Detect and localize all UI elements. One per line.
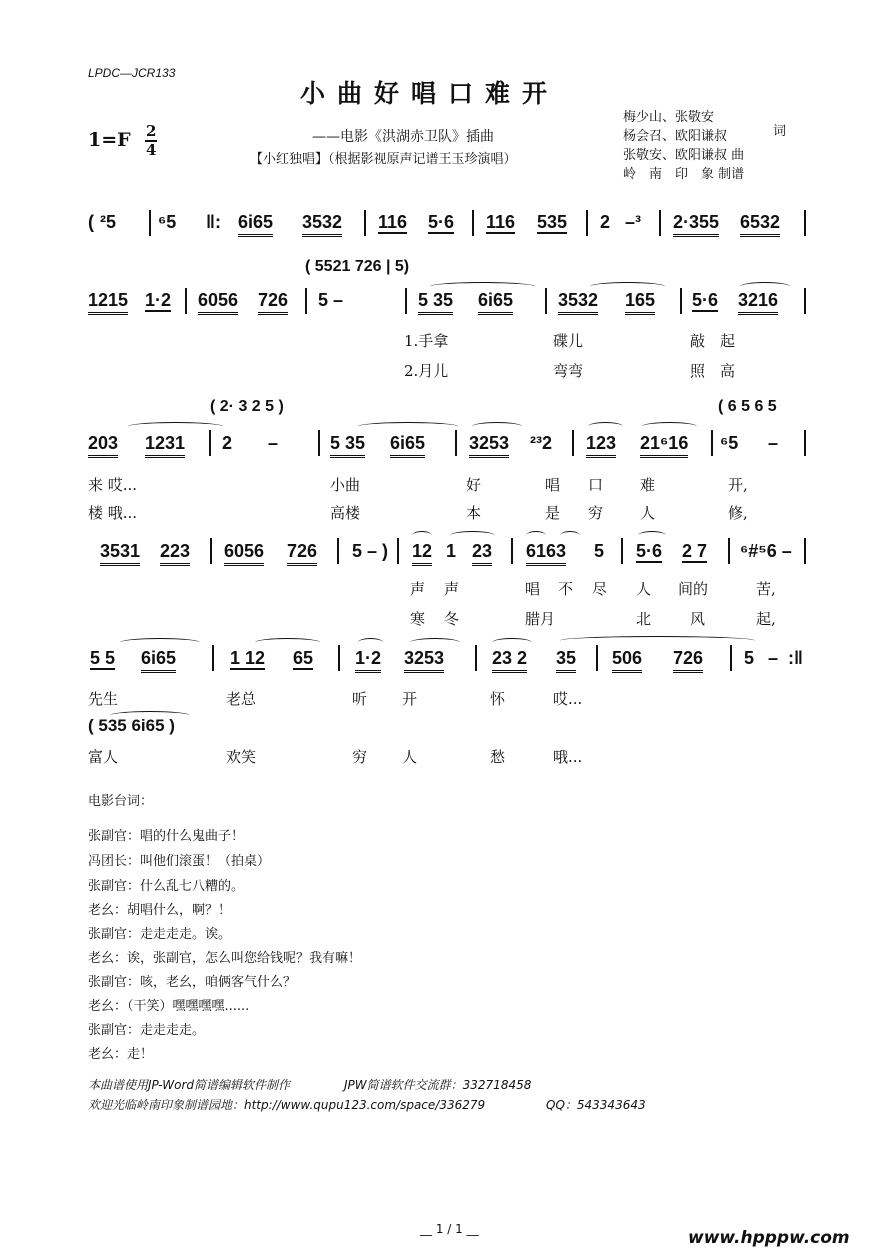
note-dash: – [268,433,279,453]
slur [110,711,190,720]
lyric: 高楼 [330,504,361,522]
bar-line [680,288,682,314]
time-signature [145,124,157,158]
note-group: 5 35 [330,433,365,458]
lyric: 穷 [588,504,604,522]
bar-line [711,430,713,456]
bar-line [621,538,623,564]
bar-line [804,430,806,456]
lyric-label: 词 [773,124,787,139]
lyric: 楼 哦... [88,504,138,522]
lyric: 腊月 [525,610,556,628]
bar-line [596,645,598,671]
lyric: 苦, [756,580,776,598]
lyric: 开, [728,476,748,494]
slur [410,638,460,647]
bar-line [730,645,732,671]
note-group: 65 [293,648,314,668]
lyric: 敲 起 [690,332,736,350]
note-group: 3253 [404,648,444,673]
note-group: 2·355 [673,212,719,237]
arranger: 岭 南 印 象 制谱 [623,167,745,182]
lyric: 人 [402,748,418,766]
dialog-line: 老幺：胡唱什么，啊？！ [88,903,232,918]
note-group: 506 [612,648,642,673]
subtitle: ——电影《洪湖赤卫队》插曲 [312,129,494,145]
note: 5 [744,648,755,668]
note-group: 1231 [145,433,185,458]
slur [412,531,432,540]
note-group: 535 [537,212,568,232]
note-group: 3253 [469,433,509,458]
bar-line [511,538,513,564]
slur [492,638,532,647]
lyric: 先生 [88,690,119,708]
lyric: 1.手拿 [404,332,449,350]
note-group: 35 [556,648,576,673]
note-grace-5: ²5 [100,212,117,232]
note-group: 3532 [302,212,342,237]
interlude-overlay: ( 2· 3 2 5 ) [210,398,284,415]
dialog-line: 老幺：诶，张副官，怎么叫您给钱呢？我有嘛！ [88,951,362,966]
bar-line [659,210,661,236]
note: 5 – ) [352,541,389,561]
slur [358,638,383,647]
note-dash: – [768,433,779,453]
note-dash: – [768,648,779,668]
repeat-start: ‖: [206,212,221,232]
bar-line [338,645,340,671]
note-group: 23 [472,541,492,566]
bar-line [475,645,477,671]
lyric: 不 [558,580,574,598]
lyric: 北 [636,610,652,628]
lyric: 哎... [553,690,583,708]
lyric: 人 [640,504,656,522]
slur [588,422,623,431]
note: 5 [594,541,605,561]
lyric: 照 高 [690,362,736,380]
lyric: 听 [352,690,368,708]
bar-line [405,288,407,314]
note: 1 [446,541,457,561]
key-signature [88,124,157,158]
time-top: 2 [146,122,157,140]
lyric: 本 [466,504,482,522]
repeat-end: :‖ [788,648,803,668]
composers: 张敬安、欧阳谦叔 曲 [623,148,745,163]
note-group: 3216 [738,290,778,315]
lyric: 难 [640,476,656,494]
footer-qq: QQ：543343643 [546,1098,646,1112]
note-group: 5 35 [418,290,453,315]
note-group: 726 [258,290,288,315]
dialog-line: 老幺：（干笑）嘿嘿嘿嘿...... [88,999,250,1014]
lyric: 开 [402,690,418,708]
lyric: 2.月儿 [404,362,449,380]
note: 5 – [318,290,344,310]
note-group: 23 2 [492,648,527,673]
note-group: 726 [673,648,703,673]
bar-line [337,538,339,564]
slur [590,282,665,291]
interlude-overlay: ( 6 5 6 5 [718,398,777,415]
lyric: 是 [545,504,561,522]
note-group: 123 [586,433,616,458]
note-group: 3532 [558,290,598,315]
lyric: 怀 [490,690,506,708]
note-group: 21⁶16 [640,433,688,458]
bar-line [149,210,151,236]
bar-line [305,288,307,314]
time-bottom: 4 [146,141,157,159]
dialog-line: 张副官：咳，老幺，咱俩客气什么？ [88,975,297,990]
bar-line [364,210,366,236]
note-grace-5b: ⁶5 [158,212,177,232]
lyric: 冬 [444,610,460,628]
slur [255,638,320,647]
bar-line [397,538,399,564]
note-group: 6532 [740,212,780,237]
note: ⁶5 [720,433,739,453]
note-group: 223 [160,541,190,566]
note-group: 5·6 [692,290,719,310]
credits [623,108,744,184]
dialog-line: 张副官：走走走走。诶。 [88,927,232,942]
lyric: 好 [466,476,482,494]
note-group: 3531 [100,541,140,566]
note-group: 1215 [88,290,128,315]
note-group: 6i65 [390,433,425,458]
note-group: 116 [378,212,408,232]
watermark-site: www.hpppw.com [688,1228,850,1248]
lyric: 声 [410,580,426,598]
bar-line [804,538,806,564]
dialog-line: 张副官：唱的什么鬼曲子！ [88,829,245,844]
page-number: __ 1 / 1 __ [420,1222,479,1236]
song-title: 小曲好唱口难开 [300,79,560,108]
footer-group: JPW简谱软件交流群：332718458 [344,1078,532,1092]
lyric: 声 [444,580,460,598]
lyric: 富人 [88,748,119,766]
lyric: 寒 [410,610,426,628]
note-group: 5·6 [636,541,663,561]
lyric: 愁 [490,748,506,766]
bar-line [472,210,474,236]
lyric: 老总 [226,690,257,708]
note-group: 726 [287,541,317,566]
note-group: 1·2 [145,290,172,310]
lyric: 人 [636,580,652,598]
note-group: 6056 [198,290,238,315]
note-group: 1 12 [230,648,266,668]
open-paren: ( [88,212,94,232]
bar-line [804,210,806,236]
slur [358,422,458,431]
note: 2 [600,212,611,232]
lyric: 间的 [678,580,709,598]
dialog-line: 老幺：走！ [88,1047,154,1062]
lyricists-line1: 梅少山、张敬安 [623,110,715,125]
bar-line [209,430,211,456]
lyric: 穷 [352,748,368,766]
bar-line [728,538,730,564]
bar-line [212,645,214,671]
bar-line [586,210,588,236]
lyric: 起, [756,610,776,628]
lyric: 碟儿 [553,332,584,350]
dialog-heading: 电影台词： [88,794,154,809]
lyric: 修, [728,504,748,522]
interlude-overlay: ( 5521 726 | 5) [305,258,410,275]
note: ²³2 [530,433,552,453]
slur [560,531,580,540]
note-group: 6056 [224,541,264,566]
note-group: 12 [412,541,432,566]
lyric: 唱 [545,476,561,494]
lyric: 唱 [525,580,541,598]
note-group: 5·6 [428,212,455,232]
lyric: 欢笑 [226,748,257,766]
note: ⁶#⁵6 – [740,541,792,561]
bar-line [185,288,187,314]
slur [642,422,697,431]
singer-note: 【小红独唱】（根据影视原声记谱王玉珍演唱） [250,152,517,167]
lyric: 口 [588,476,604,494]
dialog-line: 张副官：走走走走。 [88,1023,206,1038]
footer-website-link[interactable]: 欢迎光临岭南印象制谱园地：http://www.qupu123.com/space/336279 [88,1098,486,1112]
lyricists-line2: 杨会召、欧阳谦叔 [623,129,728,144]
key-label: 1=F [88,129,131,151]
lyric: 哦... [553,748,583,766]
slur [740,282,790,291]
score-code: LPDC—JCR133 [88,66,176,80]
bar-line [545,288,547,314]
slur [450,531,495,540]
bar-line [210,538,212,564]
note-group: 6i65 [478,290,513,315]
slur [128,422,223,431]
slur [560,636,755,645]
note-group: 203 [88,433,118,458]
bar-line [318,430,320,456]
note-group: 165 [625,290,655,315]
lyric: 小曲 [330,476,361,494]
note-group: 116 [486,212,516,232]
slur [526,531,546,540]
lyric: 弯弯 [553,362,584,380]
note-group: 5 5 [90,648,116,668]
bar-line [804,288,806,314]
note-group: 6i65 [238,212,273,237]
dialog-line: 冯团长：叫他们滚蛋！（拍桌） [88,854,271,869]
slur [472,422,522,431]
slur [638,531,666,540]
lyric: 风 [690,610,706,628]
slur [430,282,535,291]
note-group: 6i65 [141,648,176,673]
interlude-overlay: ( 535 6i65 ) [88,716,175,735]
note-group: 6163 [526,541,566,566]
dialog-line: 张副官：什么乱七八糟的。 [88,879,245,894]
footer-software: 本曲谱使用JP-Word简谱编辑软件制作 [88,1078,290,1092]
bar-line [455,430,457,456]
note-group: 2 7 [682,541,708,561]
bar-line [572,430,574,456]
note: 2 [222,433,233,453]
note-group: 1·2 [355,648,381,673]
lyric: 尽 [592,580,608,598]
slur [120,638,200,647]
lyric: 来 哎... [88,476,138,494]
note-dash: –³ [625,212,642,232]
